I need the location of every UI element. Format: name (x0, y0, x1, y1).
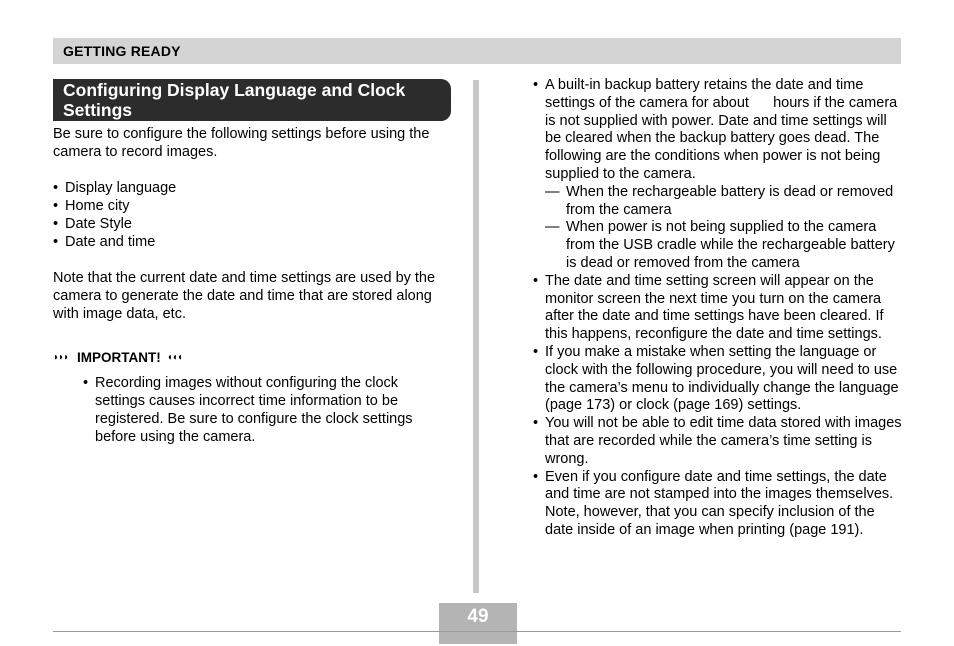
list-item: • You will not be able to edit time data stored with images that are recorded while the camera’s time setting is wrong. (533, 415, 903, 468)
list-item: • If you make a mistake when setting the language or clock with the following procedure, you will need to use the camera’s menu to individually change the language (page 173) or clock (page 169) settings. (533, 344, 903, 415)
sub-list-text: When power is not being supplied to the camera from the USB cradle while the rechargeable battery is dead or removed from the camera (566, 219, 895, 271)
important-right-marks-icon: ◖◖◖ (166, 352, 182, 363)
page-tab (439, 632, 517, 644)
section-title: GETTING READY (63, 43, 181, 59)
left-column (53, 125, 453, 446)
important-heading (53, 349, 453, 367)
sub-list-text: When the rechargeable battery is dead or removed from the camera (566, 183, 894, 218)
important-label: IMPORTANT! (77, 350, 161, 365)
page-title: Configuring Display Language and Clock Settings (63, 80, 406, 120)
list-item: • Display language (53, 179, 453, 197)
list-item: • Date and time (53, 233, 453, 251)
note-text: Note that the current date and time settings are used by the camera to generate the date and time that are stored along with image data, etc. (53, 270, 436, 322)
column-divider (473, 80, 479, 593)
sub-list-item (533, 219, 903, 272)
important-left-marks-icon: ◗◗◗ (53, 352, 69, 363)
important-list (53, 374, 431, 446)
list-item: • Home city (53, 197, 453, 215)
list-item: • A built-in backup battery retains the date and time settings of the camera for about hours if the camera is not supplied with power. Date and time settings will be cleared when the backup battery goes dead. The following are the conditions when power is not being supplied to the camera. (533, 77, 903, 184)
sub-list-item (533, 184, 903, 220)
header-bar (53, 38, 901, 64)
dash-marker: — (545, 183, 560, 200)
settings-list (53, 179, 453, 251)
page-title-box (53, 79, 451, 121)
intro-text: Be sure to configure the following settings before using the camera to record images. (53, 126, 430, 160)
list-item: • Date Style (53, 215, 453, 233)
right-column (533, 77, 903, 540)
list-item: • The date and time setting screen will appear on the monitor screen the next time you turn on the camera after the date and time settings have been cleared. If this happens, reconfigure the date and time settings. (533, 273, 903, 344)
page-number: 49 (439, 603, 517, 631)
list-item: • Recording images without configuring the clock settings causes incorrect time information to be registered. Be sure to configure the clock settings before using the camera. (83, 374, 431, 446)
list-item: • Even if you configure date and time settings, the date and time are not stamped into the images themselves. Note, however, that you can specify inclusion of the date inside of an image when printing (page 191). (533, 469, 903, 540)
dash-marker: — (545, 219, 560, 236)
